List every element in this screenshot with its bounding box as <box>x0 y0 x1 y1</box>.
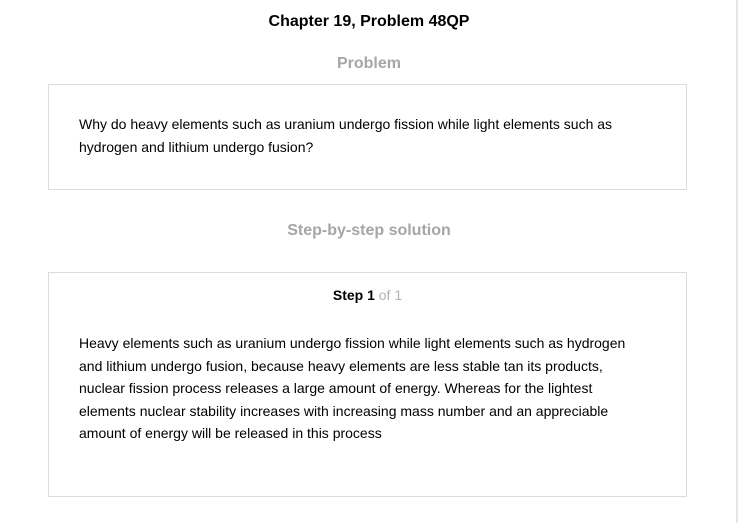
problem-card <box>48 84 687 190</box>
step-count-label: of 1 <box>378 287 403 303</box>
solution-heading: Step-by-step solution <box>287 222 451 239</box>
step-indicator <box>49 286 686 304</box>
step-number-label: Step 1 <box>332 287 375 303</box>
solution-card <box>48 272 687 497</box>
problem-text: Why do heavy elements such as uranium undergo fission while light elements such as hydrogen and lithium undergo fusion? <box>79 116 613 155</box>
solution-text: Heavy elements such as uranium undergo fission while light elements such as hydrogen and lithium undergo fusion, because heavy elements are less stable tan its products, nuclear fission process releases a large amount of energy. Whereas for the lightest elements nuclear stability increases with increasing mass number and an appreciable amount of energy will be released in this process <box>79 335 626 441</box>
page-title: Chapter 19, Problem 48QP <box>268 13 470 30</box>
problem-heading: Problem <box>336 55 401 72</box>
